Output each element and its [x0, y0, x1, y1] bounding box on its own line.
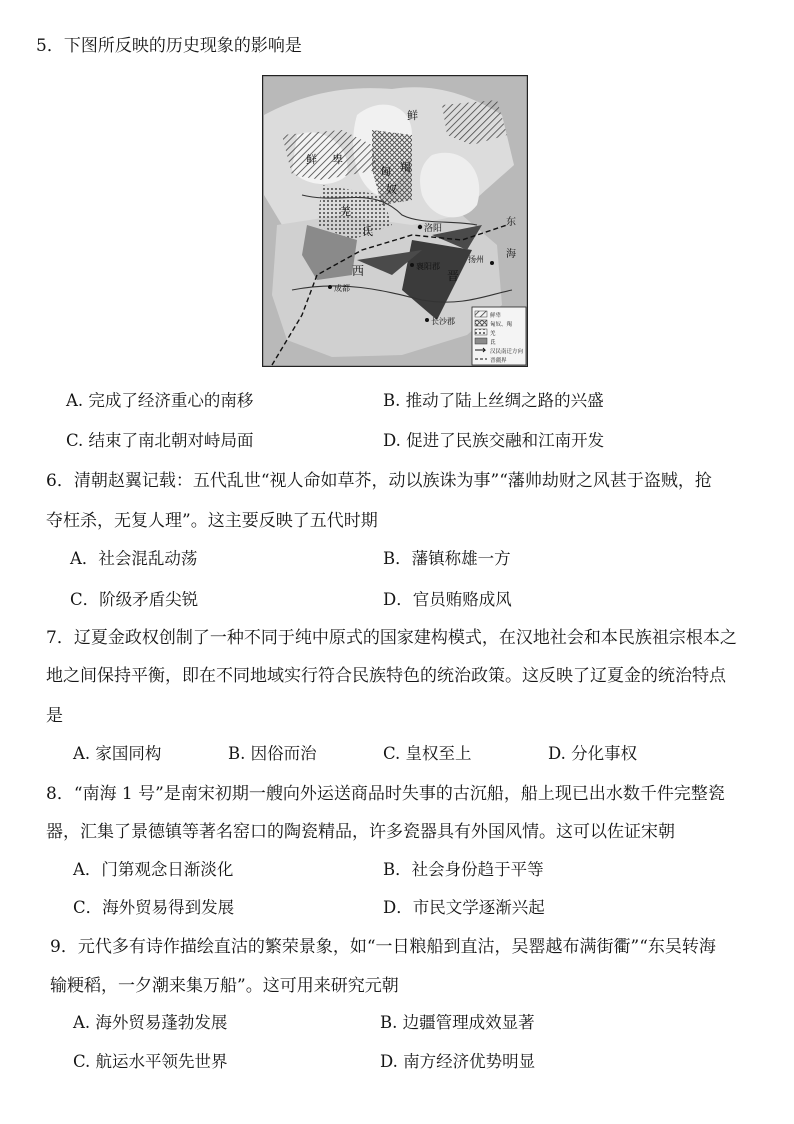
question-8-stem-line-1: 8．“南海 1 号”是南宋初期一艘向外运送商品时失事的古沉船，船上现已出水数千件完整瓷 [46, 784, 725, 804]
question-6-stem-line-1: 6．清朝赵翼记载：五代乱世“视人命如草芥，动以族诛为事”“藩帅劫财之风甚于盗贼，抢 [46, 471, 712, 491]
q5-option-c: C. 结束了南北朝对峙局面 [66, 431, 254, 450]
q8-option-b: B．社会身份趋于平等 [383, 860, 544, 879]
question-7-stem-line-3: 是 [46, 706, 63, 726]
map-label-bei: 卑 [332, 153, 343, 166]
map-label-changsha: 长沙郡 [431, 317, 455, 326]
map-label-jie: 羯 [400, 161, 411, 174]
question-9-stem-line-2: 输粳稻，一夕潮来集万船”。这可用来研究元朝 [50, 976, 399, 996]
map-label-xiangyang: 襄阳郡 [416, 262, 440, 271]
map-label-di: 氐 [362, 225, 373, 238]
question-9-stem-line-1: 9．元代多有诗作描绘直沽的繁荣景象，如“一日粮船到直沽，吴罂越布满街衢”“东吴转海 [50, 937, 716, 957]
legend-qiang: 羌 [490, 331, 496, 337]
question-5-stem: 5．下图所反映的历史现象的影响是 [36, 36, 302, 56]
q9-option-d: D. 南方经济优势明显 [380, 1052, 536, 1071]
q6-option-b: B．藩镇称雄一方 [383, 549, 511, 568]
question-7-stem-line-1: 7．辽夏金政权创制了一种不同于纯中原式的国家建构模式，在汉地社会和本民族祖宗根本之 [46, 628, 737, 648]
legend-migration: 汉民南迁方向 [490, 349, 524, 355]
map-label-hai: 海 [506, 249, 516, 260]
map-label-nu: 奴 [386, 183, 397, 196]
q9-option-b: B. 边疆管理成效显著 [380, 1013, 535, 1032]
q9-option-a: A. 海外贸易蓬勃发展 [73, 1013, 228, 1032]
map-label-xiong: 匈 [380, 165, 391, 178]
q8-option-d: D．市民文学逐渐兴起 [383, 898, 545, 917]
legend-di: 氐 [490, 340, 496, 346]
q5-option-b: B. 推动了陆上丝绸之路的兴盛 [383, 391, 604, 410]
q8-option-c: C．海外贸易得到发展 [73, 898, 235, 917]
map-label-chengdu: 成都 [334, 284, 350, 293]
map-label-qiang: 羌 [340, 205, 351, 218]
map-label-jin: 晋 [447, 269, 460, 283]
map-label-luoyang: 洛阳 [424, 224, 443, 234]
legend-xianbei: 鲜卑 [490, 313, 502, 319]
q8-option-a: A．门第观念日渐淡化 [73, 860, 234, 879]
legend-jin-border: 晋疆界 [490, 358, 507, 364]
q6-option-d: D．官员贿赂成风 [383, 590, 512, 609]
q7-option-a: A. 家国同构 [73, 744, 162, 763]
map-label-yangzhou: 扬州 [468, 255, 484, 264]
question-8-stem-line-2: 器，汇集了景德镇等著名窑口的陶瓷精品，许多瓷器具有外国风情。这可以佐证宋朝 [46, 822, 675, 842]
map-label-xian: 鲜 [407, 109, 418, 122]
map-label-xian-west: 鲜 [306, 153, 317, 166]
historical-migration-map [262, 75, 528, 367]
q7-option-c: C. 皇权至上 [383, 744, 472, 763]
map-legend [472, 307, 526, 365]
map-label-dong: 东 [506, 217, 516, 228]
question-7-stem-line-2: 地之间保持平衡，即在不同地域实行符合民族特色的统治政策。这反映了辽夏金的统治特点 [46, 666, 726, 686]
q5-option-d: D. 促进了民族交融和江南开发 [383, 431, 605, 450]
map-label-xi: 西 [352, 264, 365, 278]
q9-option-c: C. 航运水平领先世界 [73, 1052, 228, 1071]
question-6-stem-line-2: 夺枉杀，无复人理”。这主要反映了五代时期 [46, 511, 378, 531]
q7-option-d: D. 分化事权 [548, 744, 638, 763]
q5-option-a: A. 完成了经济重心的南移 [66, 391, 254, 410]
legend-xiongnu-jie: 匈奴、羯 [490, 322, 513, 328]
q6-option-c: C．阶级矛盾尖锐 [70, 590, 199, 609]
q7-option-b: B. 因俗而治 [228, 744, 317, 763]
q6-option-a: A．社会混乱动荡 [70, 549, 198, 568]
